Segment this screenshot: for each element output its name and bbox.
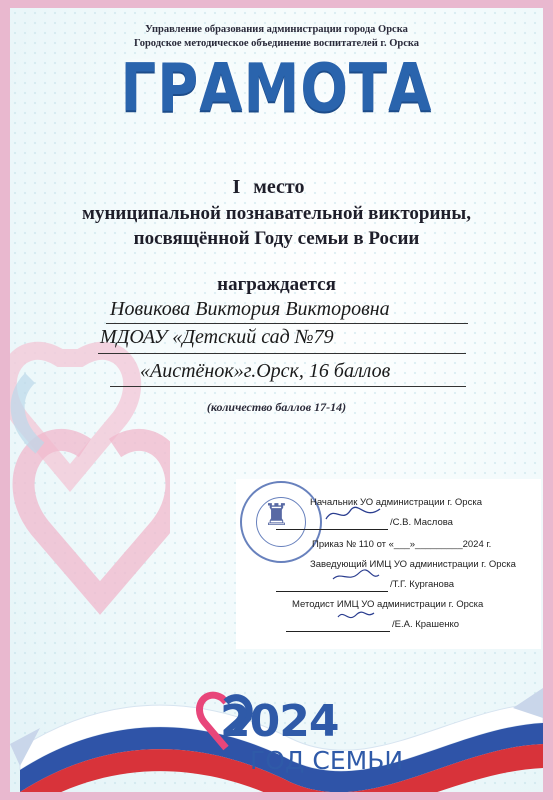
signature-block	[236, 479, 541, 649]
org-underline	[98, 353, 466, 354]
signer-3-role: Методист ИМЦ УО администрации г. Орска	[292, 599, 484, 610]
name-underline	[106, 323, 468, 324]
details-underline	[110, 386, 466, 387]
certificate-sheet	[10, 8, 543, 792]
score-hint: (количество баллов 17-14)	[206, 400, 347, 414]
header-line-2: Городское методическое объединение воспитателей г. Орска	[133, 38, 420, 49]
signer-1-name: /С.В. Маслова	[390, 517, 453, 528]
contest-line-1: муниципальной познавательной викторины,	[82, 203, 471, 224]
signer-3-name: /Е.А. Крашенко	[392, 619, 460, 630]
handwritten-signature-2	[331, 567, 381, 585]
recipient-organization: МДОАУ «Детский сад №79	[100, 326, 334, 348]
certificate-title: ГРАМОТА	[120, 50, 433, 127]
recipient-name: Новикова Виктория Викторовна	[110, 298, 390, 320]
signer-2-name: /Т.Г. Курганова	[390, 579, 455, 590]
place-text: I место	[232, 176, 305, 198]
signer-2-role: Заведующий ИМЦ УО администрации г. Орска	[310, 559, 516, 570]
logo-caption: ГОД СЕМЬИ	[250, 746, 404, 775]
signer-1-role: Начальник УО администрации г. Орска	[310, 497, 482, 508]
recipient-details: «Аистёнок»г.Орск, 16 баллов	[140, 360, 391, 382]
contest-line-2: посвящённой Году семьи в Росии	[133, 228, 420, 249]
eagle-emblem-icon: ♜	[263, 499, 290, 532]
order-line: Приказ № 110 от «___»_________2024 г.	[312, 539, 492, 550]
handwritten-signature-1	[324, 503, 384, 525]
awarded-label: награждается	[217, 274, 336, 295]
handwritten-signature-3	[336, 607, 376, 625]
header-line-1: Управление образования администрации города Орска	[145, 24, 408, 35]
logo-year: 2024	[220, 696, 339, 747]
